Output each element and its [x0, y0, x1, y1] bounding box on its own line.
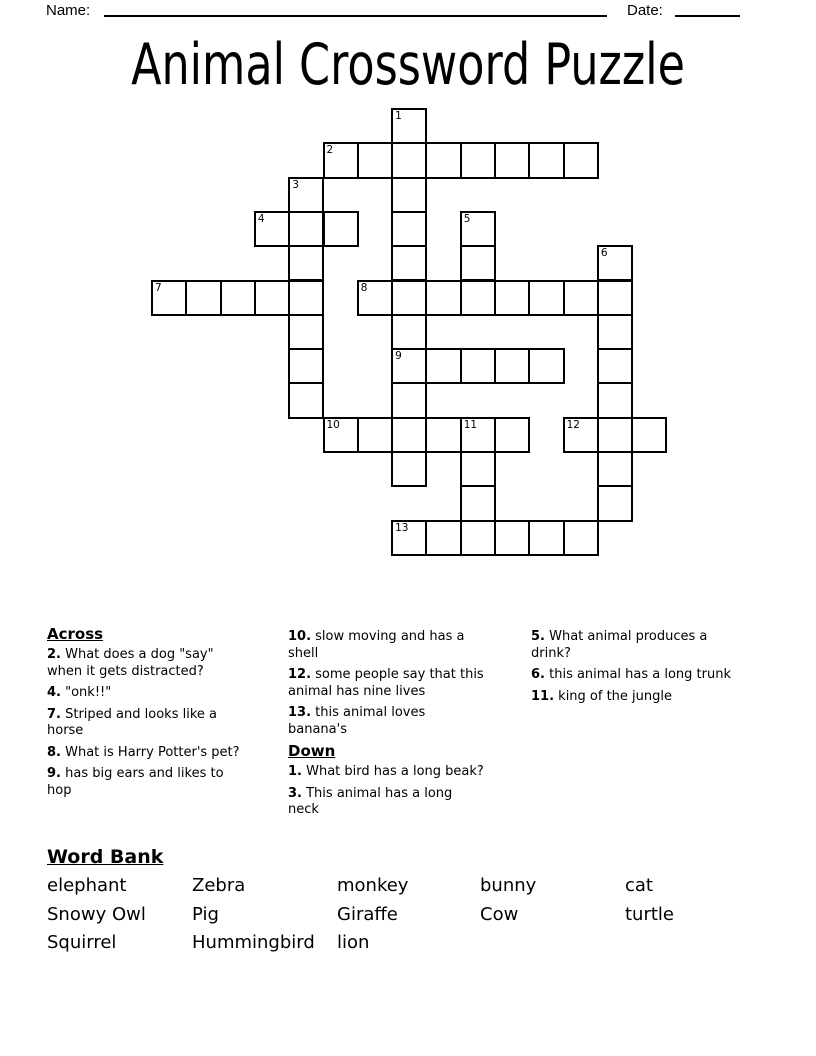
clue-number: 2.	[47, 647, 61, 662]
grid-cell[interactable]	[185, 280, 221, 316]
cell-number: 8	[360, 281, 368, 294]
cell-number: 5	[463, 212, 471, 225]
grid-cell[interactable]	[460, 485, 496, 521]
grid-cell[interactable]	[494, 280, 530, 316]
clue-number: 10.	[288, 629, 312, 644]
grid-cell[interactable]	[391, 142, 427, 178]
clue-number: 5.	[531, 629, 545, 644]
clue-section-heading: Down	[288, 742, 336, 760]
clues-column-1	[47, 626, 247, 804]
clue-item: 9. has big ears and likes to hop	[47, 766, 224, 798]
grid-cell[interactable]	[151, 280, 187, 316]
grid-cell[interactable]	[391, 280, 427, 316]
clue-item: 13. this animal loves banana's	[288, 705, 426, 737]
clue-number: 12.	[288, 667, 312, 682]
cell-number: 9	[395, 350, 402, 363]
grid-cell[interactable]	[494, 348, 530, 384]
cell-number: 6	[600, 247, 608, 260]
grid-cell[interactable]	[597, 280, 633, 316]
grid-cell[interactable]	[563, 417, 599, 453]
grid-cell[interactable]	[391, 177, 427, 213]
word-bank-word: Pig	[192, 903, 219, 925]
grid-cell[interactable]	[323, 417, 359, 453]
grid-cell[interactable]	[563, 142, 599, 178]
clue-item: 7. Striped and looks like a horse	[47, 706, 217, 738]
grid-cell[interactable]	[391, 314, 427, 350]
date-label: Date:	[627, 2, 663, 19]
grid-cell[interactable]	[563, 520, 599, 556]
grid-cell[interactable]	[460, 520, 496, 556]
grid-cell[interactable]	[460, 142, 496, 178]
grid-cell[interactable]	[357, 142, 393, 178]
grid-cell[interactable]	[391, 417, 427, 453]
cell-number: 10	[326, 418, 340, 431]
grid-cell[interactable]	[460, 417, 496, 453]
grid-cell[interactable]	[494, 520, 530, 556]
word-bank-heading: Word Bank	[47, 846, 164, 868]
grid-cell[interactable]	[391, 245, 427, 281]
grid-cell[interactable]	[254, 211, 290, 247]
grid-cell[interactable]	[425, 520, 461, 556]
grid-cell[interactable]	[425, 142, 461, 178]
grid-cell[interactable]	[288, 348, 324, 384]
cell-number: 2	[326, 144, 334, 157]
grid-cell[interactable]	[288, 177, 324, 213]
clues-column-2	[288, 629, 487, 824]
grid-cell[interactable]	[357, 417, 393, 453]
cell-number: 7	[155, 281, 162, 294]
word-bank-word: elephant	[47, 875, 127, 896]
clue-number: 13.	[288, 705, 312, 720]
cell-number: 4	[257, 212, 265, 225]
date-line[interactable]	[675, 1, 740, 17]
clue-item: 2. What does a dog "say" when it gets distracted?	[47, 647, 214, 679]
clue-number: 8.	[47, 744, 61, 760]
crossword-grid	[151, 108, 669, 557]
grid-cell[interactable]	[460, 451, 496, 487]
clue-item: 1. What bird has a long beak?	[288, 764, 484, 779]
cell-number: 1	[395, 110, 402, 122]
clue-number: 11.	[531, 688, 555, 704]
name-line[interactable]	[104, 1, 607, 17]
word-bank-word: Zebra	[192, 875, 246, 896]
word-bank-word: cat	[625, 875, 653, 896]
grid-cell[interactable]	[391, 382, 427, 418]
grid-cell[interactable]	[425, 280, 461, 316]
cell-number: 13	[395, 521, 409, 534]
clue-section-heading: Across	[47, 625, 104, 643]
grid-cell[interactable]	[460, 348, 496, 384]
clue-item: 3. This animal has a long neck	[288, 785, 453, 817]
grid-cell[interactable]	[597, 451, 633, 487]
grid-cell[interactable]	[460, 245, 496, 281]
grid-cell[interactable]	[254, 280, 290, 316]
grid-cell[interactable]	[597, 485, 633, 521]
grid-cell[interactable]	[391, 348, 427, 384]
grid-cell[interactable]	[391, 451, 427, 487]
word-bank-word: bunny	[480, 875, 537, 896]
clue-number: 6.	[531, 667, 545, 682]
word-bank-word: Hummingbird	[192, 932, 315, 953]
word-bank-word: Giraffe	[337, 903, 398, 925]
grid-cell[interactable]	[528, 520, 564, 556]
grid-cell[interactable]	[323, 142, 359, 178]
clue-number: 1.	[288, 764, 302, 779]
grid-cell[interactable]	[494, 142, 530, 178]
grid-cell[interactable]	[563, 280, 599, 316]
grid-cell[interactable]	[391, 520, 427, 556]
grid-cell[interactable]	[288, 280, 324, 316]
clue-item: 8. What is Harry Potter's pet?	[47, 744, 240, 760]
word-bank-empty	[625, 929, 787, 958]
grid-cell[interactable]	[460, 211, 496, 247]
cell-number: 11	[463, 418, 478, 431]
grid-cell[interactable]	[494, 417, 530, 453]
grid-cell[interactable]	[288, 211, 324, 247]
clue-item: 11. king of the jungle	[531, 688, 673, 704]
clue-number: 3.	[288, 785, 302, 801]
grid-cell[interactable]	[288, 382, 324, 418]
grid-cell[interactable]	[597, 314, 633, 350]
grid-cell[interactable]	[597, 382, 633, 418]
grid-cell[interactable]	[288, 245, 324, 281]
clue-item: 10. slow moving and has a shell	[288, 629, 465, 661]
grid-cell[interactable]	[220, 280, 256, 316]
clue-number: 7.	[47, 706, 61, 722]
grid-cell[interactable]	[391, 211, 427, 247]
name-label: Name:	[46, 2, 91, 19]
cell-number: 3	[292, 178, 299, 191]
word-bank-word: turtle	[625, 903, 674, 925]
clue-item: 6. this animal has a long trunk	[531, 667, 732, 682]
word-bank-word: lion	[337, 932, 370, 953]
grid-cell[interactable]	[597, 348, 633, 384]
grid-cell[interactable]	[631, 417, 667, 453]
word-bank-word: Snowy Owl	[47, 903, 146, 925]
grid-cell[interactable]	[425, 417, 461, 453]
clue-item: 5. What animal produces a drink?	[531, 629, 708, 661]
cell-number: 12	[566, 418, 580, 431]
grid-cell[interactable]	[597, 417, 633, 453]
word-bank-empty	[480, 929, 625, 958]
grid-cell[interactable]	[288, 314, 324, 350]
grid-cell[interactable]	[528, 280, 564, 316]
grid-cell[interactable]	[323, 211, 359, 247]
clue-number: 4.	[47, 685, 61, 700]
word-bank-word: monkey	[337, 875, 409, 896]
clue-number: 9.	[47, 766, 61, 781]
page-title: Animal Crossword Puzzle	[131, 32, 685, 98]
clue-item: 12. some people say that this animal has nine lives	[288, 667, 484, 699]
grid-cell[interactable]	[528, 142, 564, 178]
grid-cell[interactable]	[528, 348, 564, 384]
grid-cell[interactable]	[357, 280, 393, 316]
grid-cell[interactable]	[597, 245, 633, 281]
grid-cell[interactable]	[425, 348, 461, 384]
grid-cell[interactable]	[391, 108, 427, 144]
word-bank	[47, 872, 787, 958]
grid-cell[interactable]	[460, 280, 496, 316]
word-bank-word: Cow	[480, 903, 519, 925]
clues-column-3	[531, 629, 737, 710]
clue-item: 4. "onk!!"	[47, 685, 112, 700]
word-bank-word: Squirrel	[47, 932, 117, 953]
